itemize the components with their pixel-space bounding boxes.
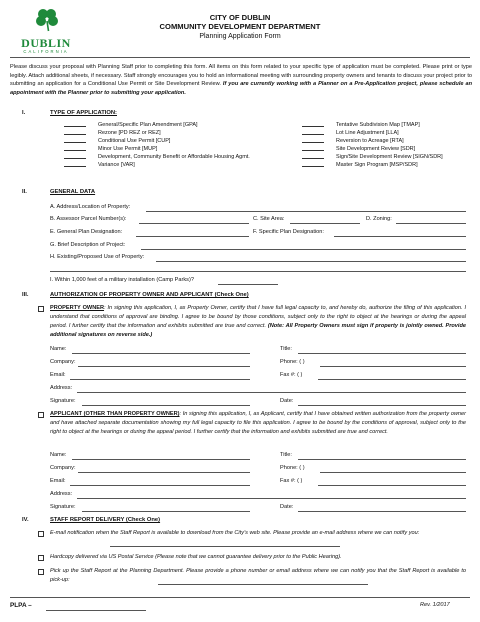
site-area-field[interactable] [290,223,360,224]
application-types-right [302,122,443,170]
owner-title-field[interactable] [298,353,466,354]
section-3-number: III. [22,292,29,298]
applicant-date-label: Date: [280,504,294,510]
section-1-title: TYPE OF APPLICATION: [50,110,117,116]
applicant-text: : In signing this application, I, as Applicant, certify that I have obtained written authorization from the property owner and have attached separate documentation showing my full legal capacity to file this application. I agree to be bound by the conditions of approval, subject only to the right to object at the hearings or during the appeal period. I further certify that the information and exhibits submitted are true and correct. [50,411,466,435]
owner-signature-field[interactable] [82,405,250,406]
application-type-item[interactable]: Conditional Use Permit [CUP] [64,138,250,146]
pickup-field[interactable] [158,584,368,585]
applicant-fax-label: Fax #: ( ) [280,478,303,484]
owner-name-field[interactable] [72,353,250,354]
application-type-item[interactable]: Tentative Subdivision Map [TMAP] [302,122,443,130]
owner-phone-field[interactable] [320,366,466,367]
use-field-continued[interactable] [50,271,466,272]
application-type-item[interactable]: Minor Use Permit [MUP] [64,146,250,154]
zoning-field[interactable] [396,223,466,224]
application-type-item[interactable]: Variance [VAR] [64,162,250,170]
property-owner-note: (Note: All Property Owners must sign if property is jointly owned. Provide additional signatures on reverse side.) [50,322,467,338]
owner-fax-label: Fax #: ( ) [280,372,303,378]
footer-revision: Rev. 1/2017 [420,602,450,608]
zoning-label: D. Zoning: [366,216,392,222]
general-plan-label: E. General Plan Designation: [50,229,123,235]
email-notification-checkbox[interactable] [38,531,44,537]
city-title: CITY OF DUBLIN [209,13,271,22]
use-label: H. Existing/Proposed Use of Property: [50,254,145,260]
hardcopy-checkbox[interactable] [38,555,44,561]
section-3-title: AUTHORIZATION OF PROPERTY OWNER AND APPLICANT (Check One) [50,292,249,298]
description-label: G. Brief Description of Project: [50,242,126,248]
applicant-signature-field[interactable] [82,511,250,512]
owner-name-label: Name: [50,346,67,352]
department-title: COMMUNITY DEVELOPMENT DEPARTMENT [159,22,321,31]
property-owner-text: : In signing this application, I, as Property Owner, certify that I have full legal capacity to, and hereby do, authorize the filing of this application. I understand that conditions of approval are binding. I agree to be bound by those conditions, subject only to the right to object at the hearings or during the appeal period. I further certify that the information and exhibits submitted are true and correct. [50,305,466,329]
owner-date-label: Date: [280,398,294,404]
intro-paragraph [10,63,472,98]
applicant-title-label: Title: [280,452,292,458]
specific-plan-field[interactable] [334,236,466,237]
applicant-paragraph [50,410,466,437]
section-1-number: I. [22,110,26,116]
applicant-address-label: Address: [50,491,73,497]
owner-title-label: Title: [280,346,292,352]
pickup-text: Pick up the Staff Report at the Planning Department. Please provide a phone number or email address where we can notify you that the Staff Report is available to pick-up: [50,568,466,583]
general-plan-field[interactable] [136,236,249,237]
intro-text: Please discuss your proposal with Planning Staff prior to completing this form. All items on this form related to your specific type of application must be completed. Please print or type legibly. Attach additional sheets, if necessary. Staff strongly encourages you to hold an informational meeting with surrounding property owners and tenants to discuss your project prior to submitting an application for a Conditional Use Permit or Site Development Review. [10,64,472,88]
applicant-name-label: Name: [50,452,67,458]
email-notification-text: E-mail notification when the Staff Report is available to download from the City’s web site. Please provide an e-mail address where we can notify you: [50,530,420,536]
address-location-label: A. Address/Location of Property: [50,204,131,210]
application-type-item[interactable]: Site Development Review [SDR] [302,146,443,154]
applicant-name-field[interactable] [72,459,250,460]
applicant-email-label: Email: [50,478,66,484]
header-rule [10,57,470,58]
application-type-item[interactable]: Master Sign Program [MSP/SDR] [302,162,443,170]
application-type-item[interactable]: Lot Line Adjustment [LLA] [302,130,443,138]
owner-fax-field[interactable] [318,379,466,380]
property-owner-paragraph [50,304,466,340]
form-title: Planning Application Form [199,33,281,40]
section-2-number: II. [22,189,27,195]
application-type-item[interactable]: Rezone [PD REZ or REZ] [64,130,250,138]
use-field[interactable] [156,261,466,262]
owner-email-label: Email: [50,372,66,378]
owner-address-field[interactable] [77,392,466,393]
owner-company-label: Company: [50,359,76,365]
owner-company-field[interactable] [78,366,250,367]
footer-form-code: PLPA – [10,602,32,609]
applicant-company-field[interactable] [78,472,250,473]
owner-address-label: Address: [50,385,73,391]
applicant-title-field[interactable] [298,459,466,460]
applicant-checkbox[interactable] [38,412,44,418]
applicant-signature-label: Signature: [50,504,76,510]
specific-plan-label: F. Specific Plan Designation: [253,229,324,235]
applicant-email-field[interactable] [70,485,250,486]
description-field[interactable] [141,249,466,250]
site-area-label: C. Site Area: [253,216,285,222]
applicant-label: APPLICANT (OTHER THAN PROPERTY OWNER) [50,411,180,417]
apn-field[interactable] [139,223,249,224]
owner-email-field[interactable] [70,379,250,380]
apn-label: B. Assessor Parcel Number(s): [50,216,127,222]
military-field[interactable] [218,284,278,285]
application-type-item[interactable]: General/Specific Plan Amendment [GPA] [64,122,250,130]
applicant-fax-field[interactable] [318,485,466,486]
owner-date-field[interactable] [298,405,466,406]
section-4-number: IV. [22,517,29,523]
applicant-phone-field[interactable] [320,472,466,473]
owner-signature-label: Signature: [50,398,76,404]
application-type-item[interactable]: Development, Community Benefit or Affordable Housing Agmt. [64,154,250,162]
application-type-item[interactable]: Sign/Site Development Review [SIGN/SDR] [302,154,443,162]
pickup-checkbox[interactable] [38,569,44,575]
logo-word: DUBLIN [21,36,71,50]
applicant-address-field[interactable] [77,498,466,499]
military-label: I. Within 1,000 feet of a military installation (Camp Parks)? [50,277,194,283]
application-type-item[interactable]: Reversion to Acreage [RTA] [302,138,443,146]
section-4-title: STAFF REPORT DELIVERY (Check One) [50,517,161,523]
applicant-company-label: Company: [50,465,76,471]
applicant-phone-label: Phone: ( ) [280,465,305,471]
owner-phone-label: Phone: ( ) [280,359,305,365]
footer-form-number-field[interactable] [46,610,146,611]
address-location-field[interactable] [146,211,466,212]
section-2-title: GENERAL DATA [50,189,96,195]
application-types-left [64,122,250,170]
email-notification-field[interactable] [110,546,340,547]
property-owner-checkbox[interactable] [38,306,44,312]
property-owner-label: PROPERTY OWNER [50,305,105,311]
logo-sub: CALIFORNIA [23,49,69,54]
intro-emphasis: If you are currently working with a Planner on a Pre-Application project, please schedule an appointment with the Planner prior to submitting your application. [10,81,472,96]
footer-rule [10,597,470,598]
hardcopy-text: Hardcopy delivered via US Postal Service (Please note that we cannot guarantee delivery prior to the Public Hearing). [50,554,342,560]
applicant-date-field[interactable] [298,511,466,512]
